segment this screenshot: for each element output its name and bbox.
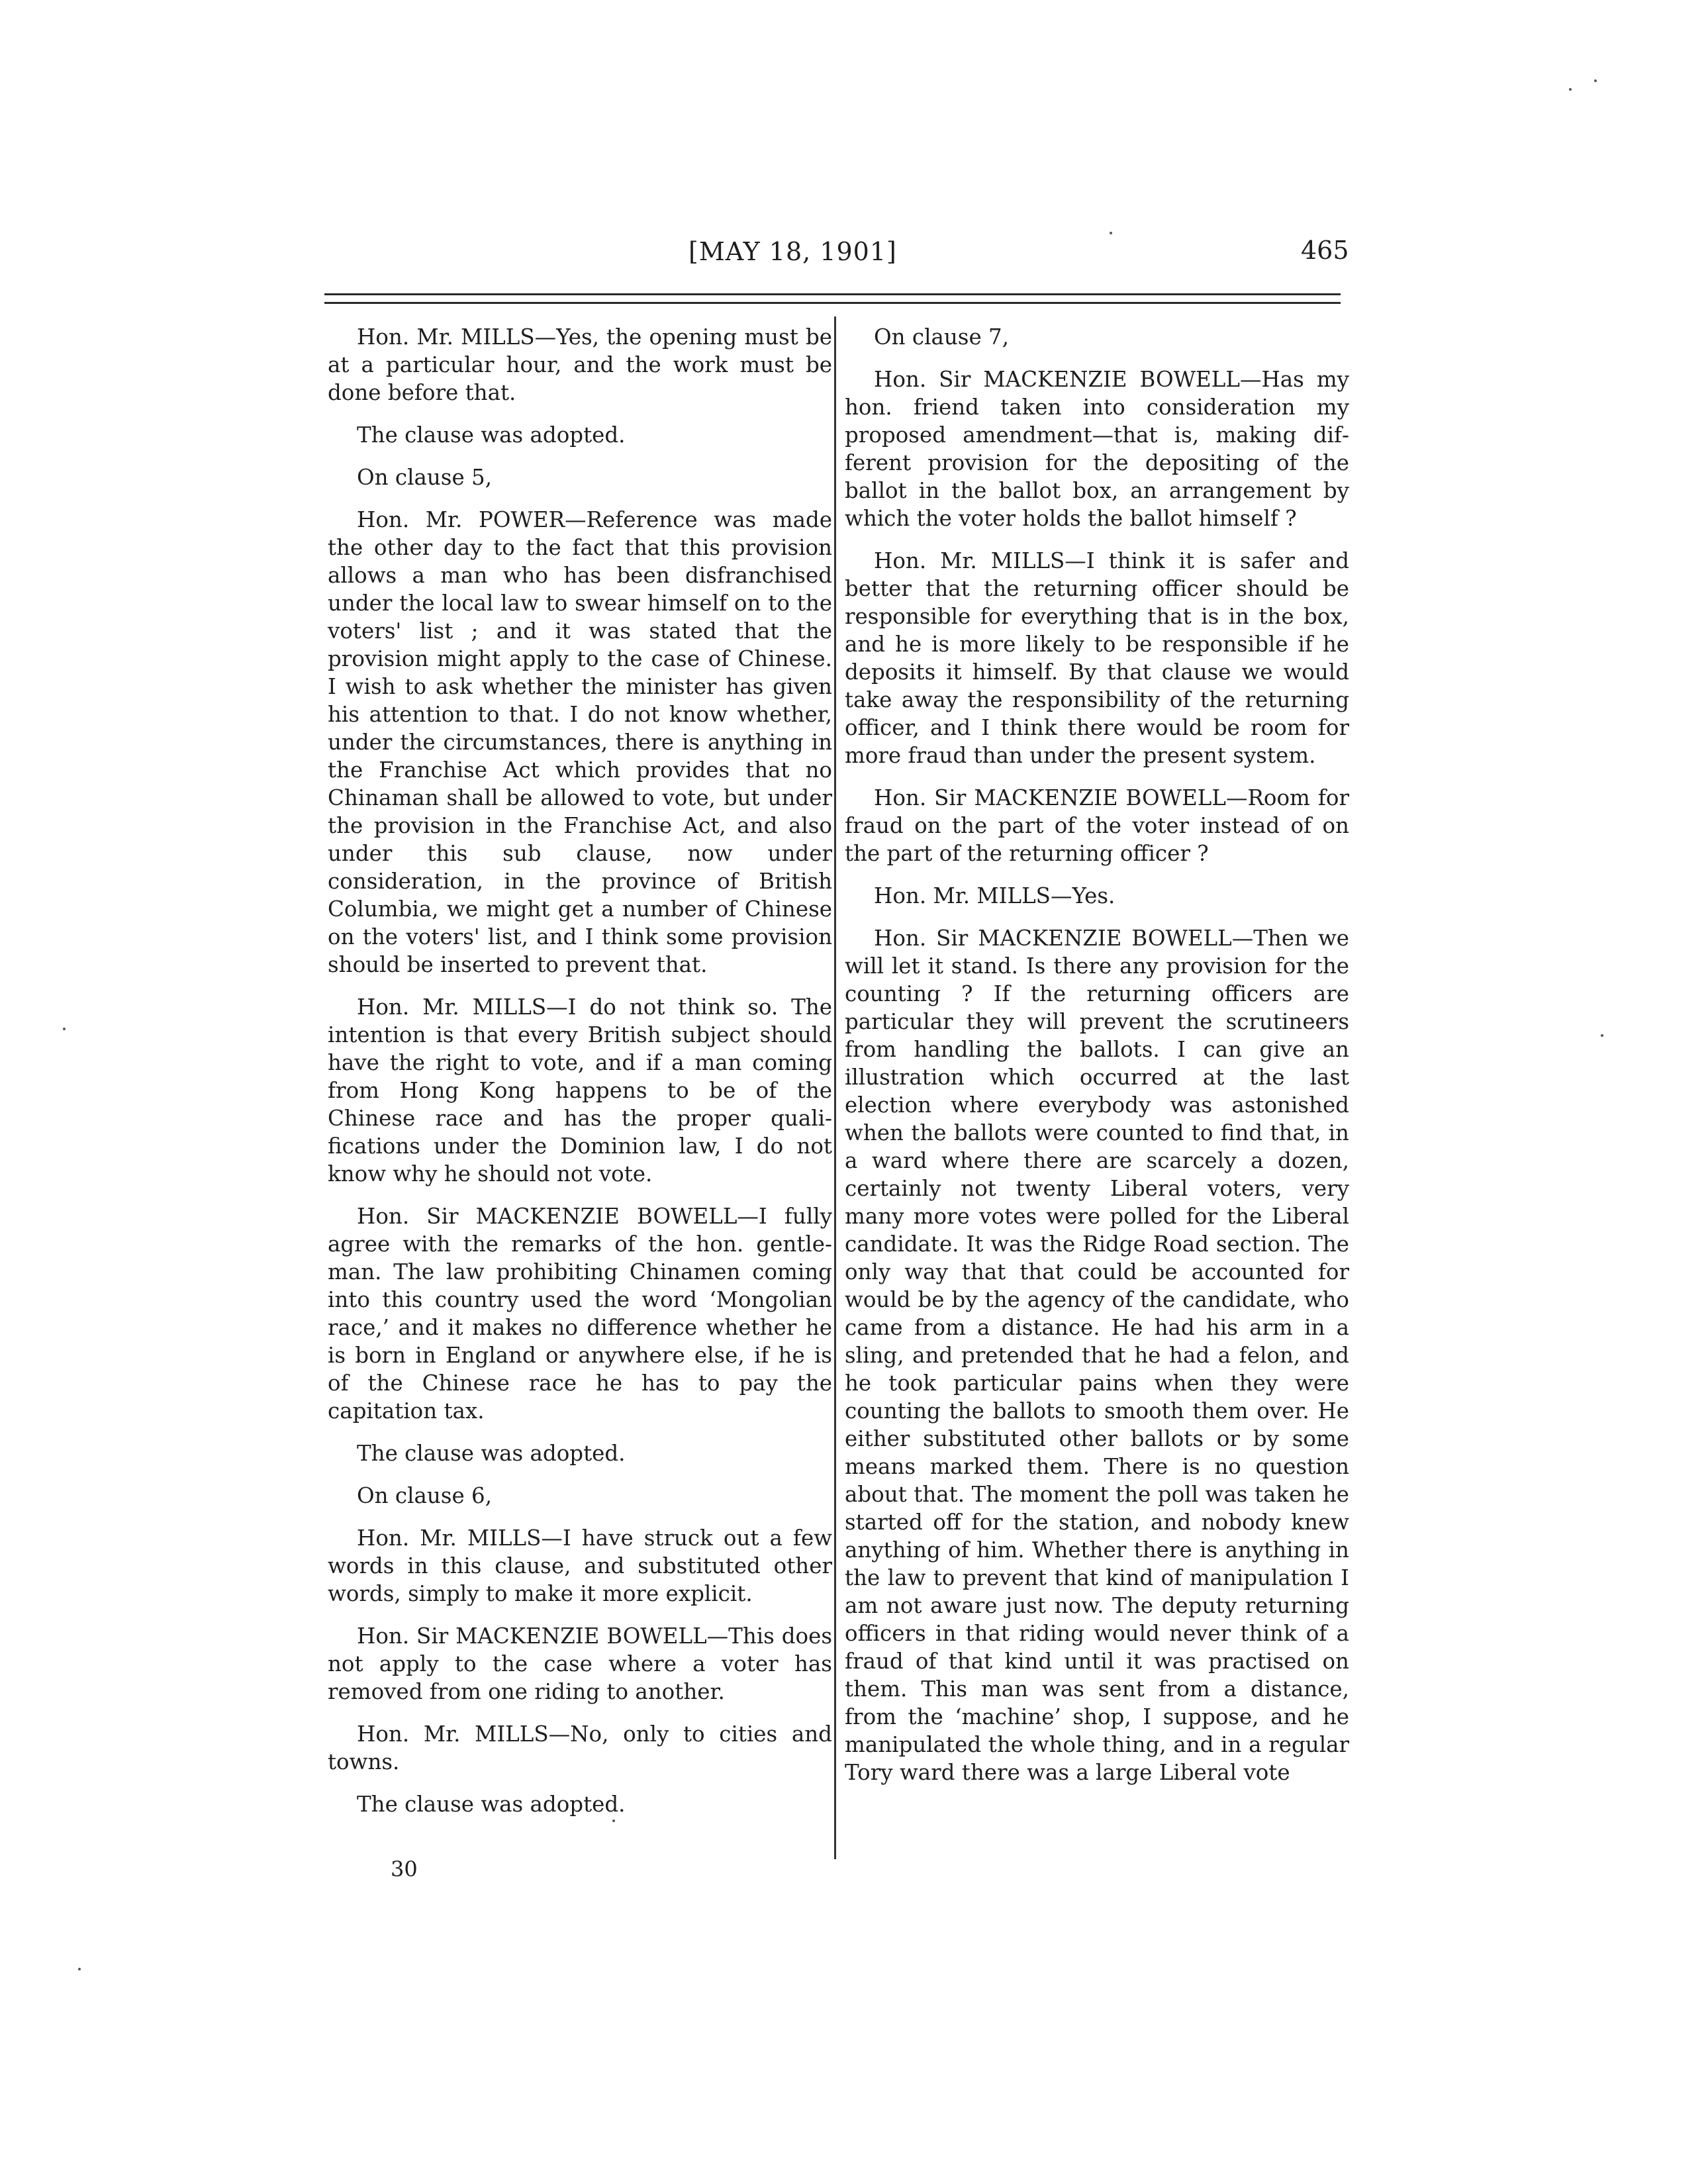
paragraph: On clause 6, (357, 1483, 493, 1508)
paragraph: Hon. Mr. MILLS—Yes, the opening must be at a particular hour, and the work must be done before that. (328, 324, 832, 405)
paragraph: Hon. Sir MACKENZIE BOWELL—This does not apply to the case where a voter has removed from one riding to another. (328, 1623, 832, 1704)
scan-speck (63, 1028, 66, 1030)
header-rule-top (324, 293, 1341, 295)
paragraph: Hon. Mr. MILLS—Yes. (874, 883, 1115, 908)
paragraph: On clause 5, (357, 465, 493, 490)
paragraph: Hon. Sir MACKENZIE BOWELL—Room for fraud on the part of the voter instead of on the part of the returning officer ? (845, 785, 1349, 866)
right-column (845, 323, 1349, 1801)
scan-speck (1569, 88, 1572, 91)
header-rule-bottom (324, 302, 1341, 304)
scan-speck (1601, 1034, 1603, 1037)
paragraph: The clause was adopted. (357, 1792, 626, 1817)
paragraph: On clause 7, (874, 324, 1010, 350)
paragraph: Hon. Sir MACKENZIE BOWELL—Then we will let it stand. Is there any provision for the counting ? If the returning officers are particular they will prevent the scrutineers from handling the ballots. I can give an illustration which occurred at the last election where everybody was astonished when the ballots were counted to find that, in a ward where there are scarcely a dozen, certainly not twenty Liberal voters, very many more votes were polled for the Liberal candidate. It was the Ridge Road section. The only way that that could be accounted for would be by the agency of the candidate, who came from a distance. He had his arm in a sling, and pretended that he had a felon, and he took particular pains when they were counting the ballots to smooth them over. He either substituted other ballots or by some means marked them. There is no question about that. The moment the poll was taken he started off for the station, and nobody knew anything of him. Whether there is anything in the law to prevent that kind of manipulation I am not aware just now. The deputy returning officers in that riding would never think of a fraud of that kind until it was practised on them. This man was sent from a distance, from the ‘machine’ shop, I suppose, and he manipulated the whole thing, and in a regular Tory ward there was a large Liberal vote (845, 926, 1349, 1785)
signature-mark: 30 (391, 1857, 418, 1882)
column-divider (834, 316, 836, 1859)
paragraph: Hon. Mr. MILLS—I think it is safer and better that the returning officer should be responsible for everything that is in the box, and he is more likely to be responsible if he deposits it himself. By that clause we would take away the responsibility of the returning officer, and I think there would be room for more fraud than under the present system. (845, 548, 1349, 768)
paragraph: Hon. Mr. MILLS—No, only to cities and towns. (328, 1721, 832, 1774)
paragraph: Hon. Mr. POWER—Reference was made the other day to the fact that this provision allows a man who has been disfranchised under the local law to swear himself on to the voters' list ; and it was stated that the provision might apply to the case of Chinese. I wish to ask whether the minister has given his attention to that. I do not know whether, under the circumstances, there is anything in the Franchise Act which provides that no Chinaman shall be allowed to vote, but under the provision in the Franchise Act, and also under this sub clause, now under consideration, in the province of British Columbia, we might get a number of Chinese on the voters' list, and I think some provision should be inserted to prevent that. (328, 507, 832, 977)
page-header-date: [MAY 18, 1901] (688, 237, 897, 266)
paragraph: The clause was adopted. (357, 1441, 626, 1466)
scan-speck (612, 1819, 615, 1822)
left-column (328, 323, 832, 1833)
paragraph: Hon. Mr. MILLS—I have struck out a few words in this clause, and substituted other words, simply to make it more explicit. (328, 1525, 832, 1606)
scan-speck (1110, 232, 1112, 234)
scan-speck (1594, 79, 1597, 82)
paragraph: Hon. Sir MACKENZIE BOWELL—I fully agree with the remarks of the hon. gentleman. The law prohibiting Chinamen coming into this country used the word ‘Mongolian race,’ and it makes no difference whether he is born in England or anywhere else, if he is of the Chinese race he has to pay the capitation tax. (328, 1204, 832, 1424)
paragraph: Hon. Mr. MILLS—I do not think so. The intention is that every British subject should have the right to vote, and if a man coming from Hong Kong happens to be of the Chinese race and has the proper qualifications under the Dominion law, I do not know why he should not vote. (328, 994, 832, 1186)
paragraph: Hon. Sir MACKENZIE BOWELL—Has my hon. friend taken into consideration my proposed amendment—that is, making different provision for the depositing of the ballot in the ballot box, an arrangement by which the voter holds the ballot himself ? (845, 367, 1349, 531)
paragraph: The clause was adopted. (357, 422, 626, 448)
page-number: 465 (1301, 236, 1349, 265)
scan-speck (78, 1968, 81, 1970)
